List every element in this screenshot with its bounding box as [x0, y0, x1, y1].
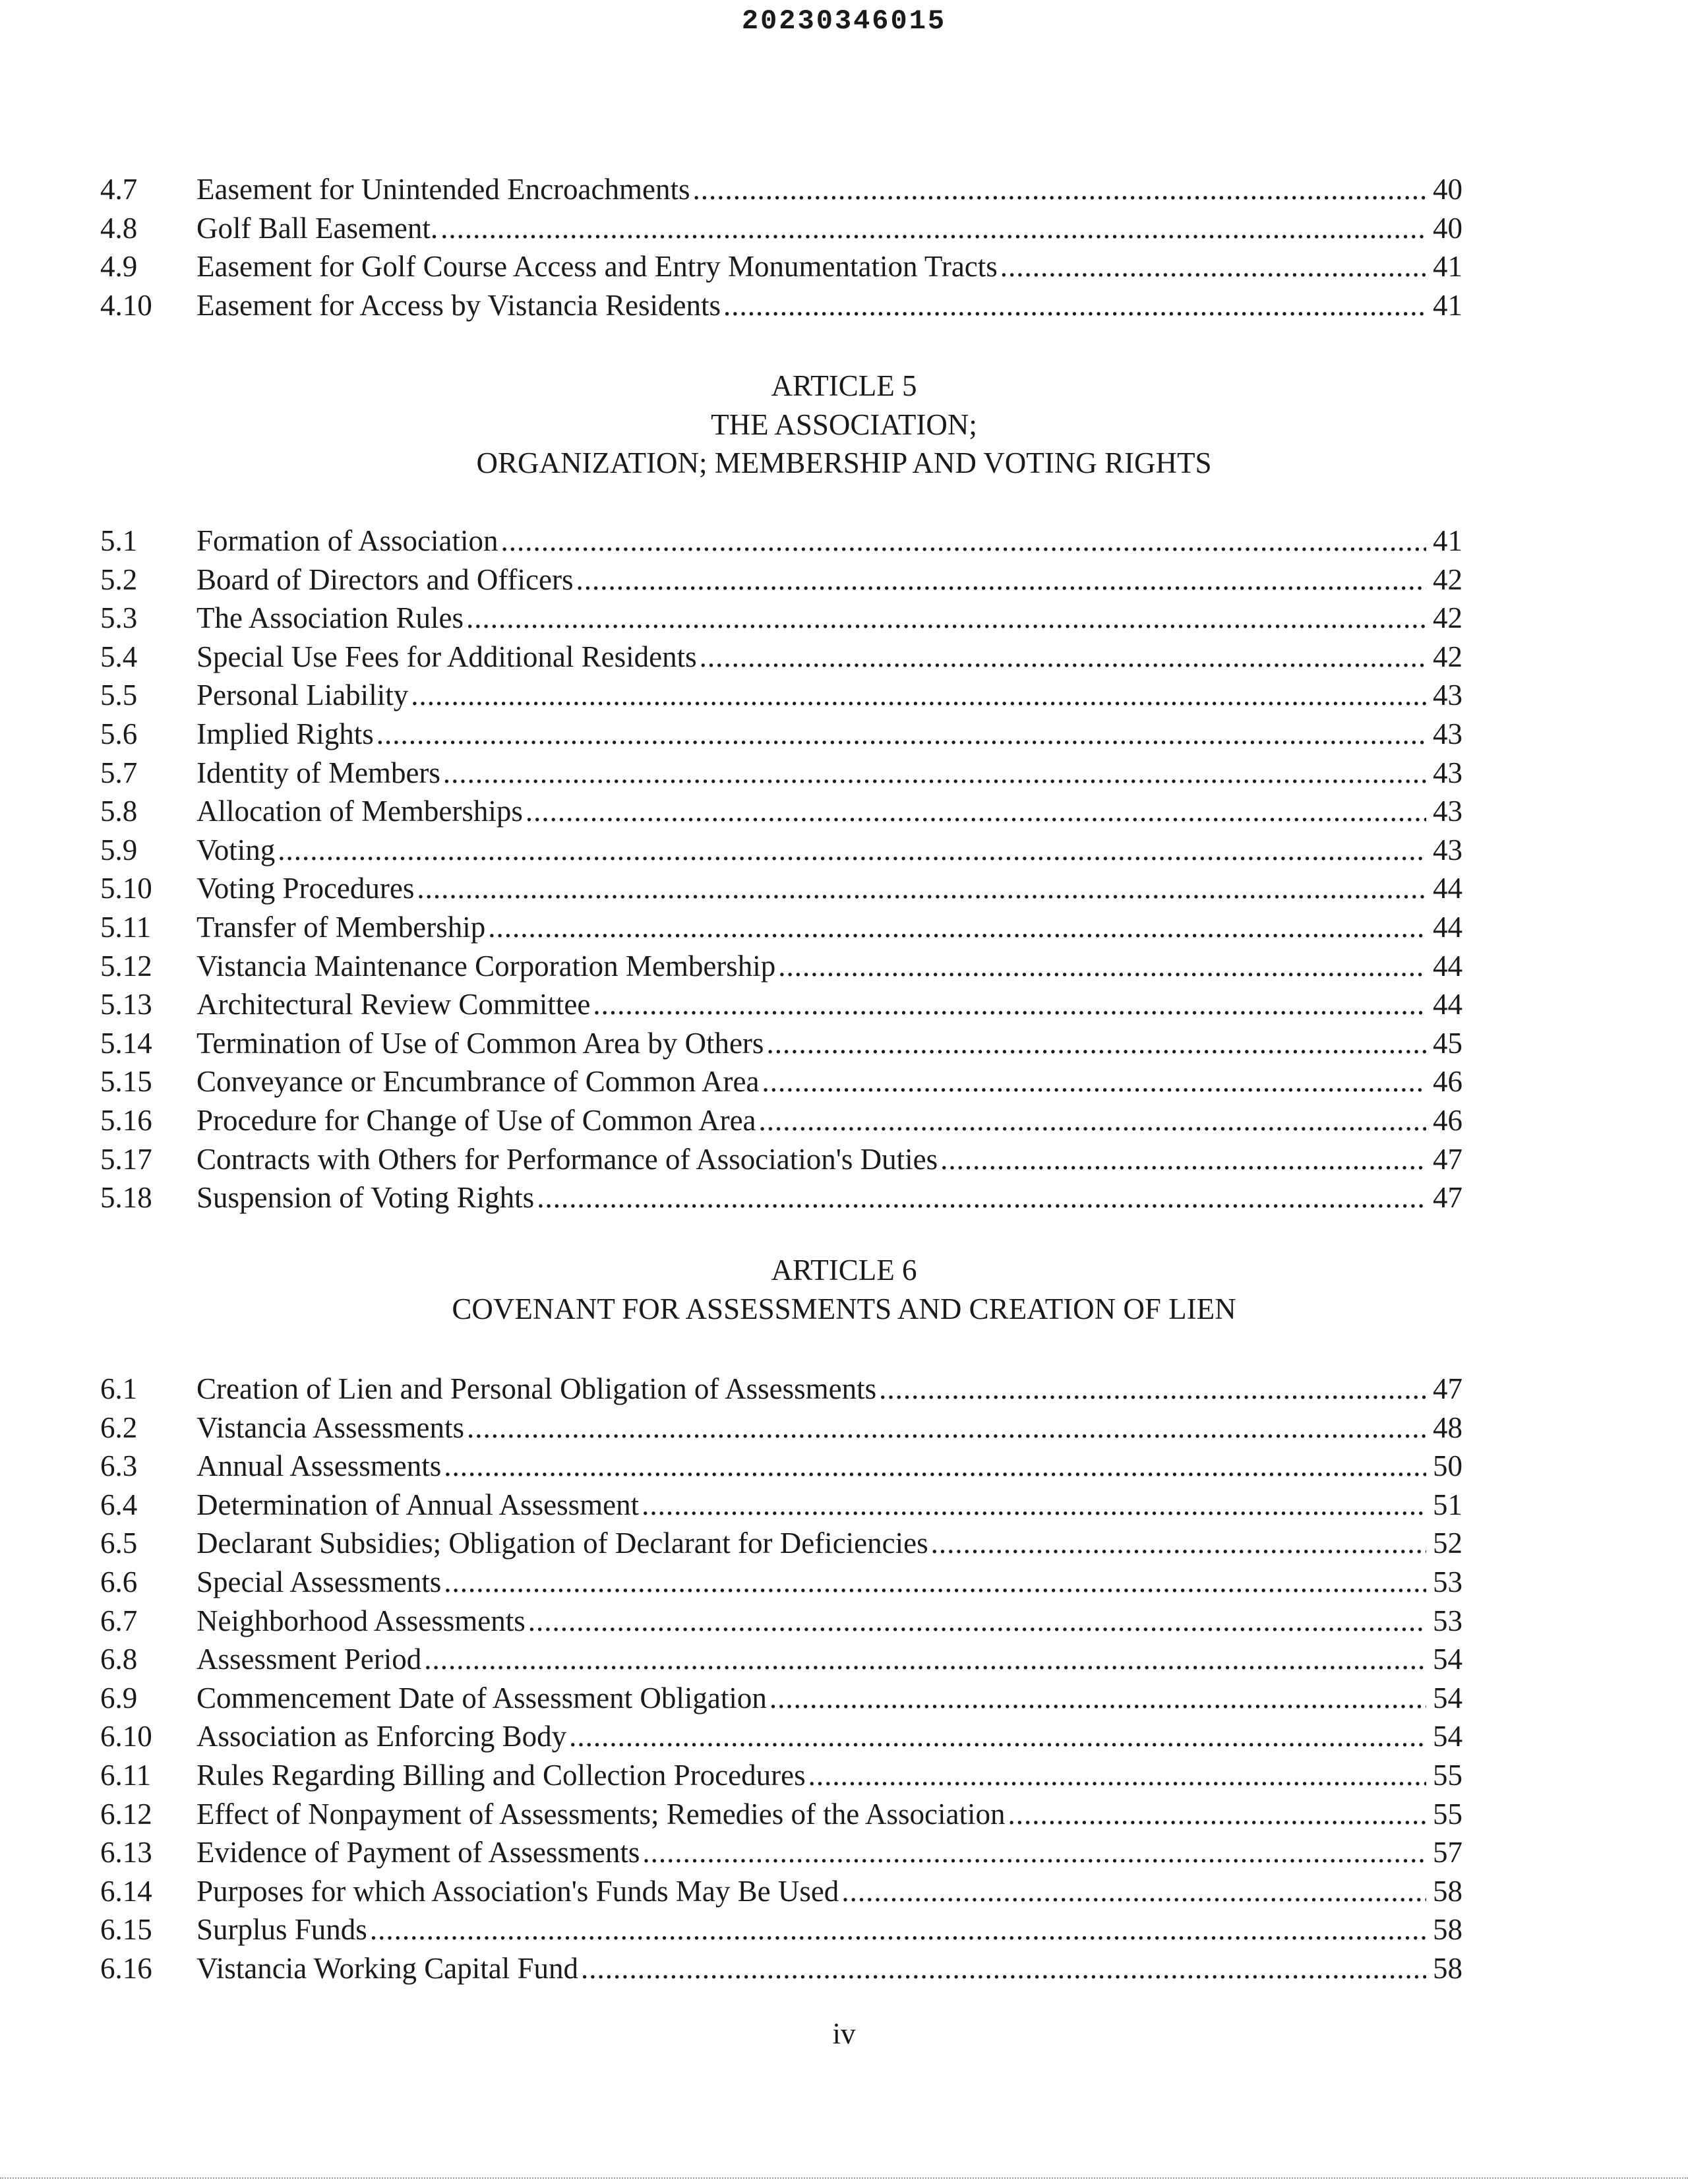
toc-entry-title: The Association Rules: [196, 601, 464, 635]
toc-entry-number: 5.5: [100, 679, 138, 712]
toc-entry-page-number: 54: [1433, 1720, 1462, 1753]
toc-entry-page-number: 41: [1433, 524, 1462, 557]
toc-entry-title: Vistancia Working Capital Fund: [196, 1951, 579, 1985]
toc-entry-number: 6.11: [100, 1758, 152, 1792]
toc-entry-title: Annual Assessments: [196, 1449, 442, 1483]
toc-entry-page-number: 57: [1433, 1836, 1462, 1869]
toc-entry-title: Vistancia Assessments: [196, 1410, 465, 1444]
toc-entry-number: 5.11: [100, 910, 152, 944]
toc-entry-page-number: 41: [1433, 288, 1462, 322]
toc-entry-page-number: 52: [1433, 1527, 1462, 1560]
toc-dot-leader: [769, 1679, 1426, 1718]
toc-section-article-4: [100, 170, 1462, 324]
article-5-subtitle: THE ASSOCIATION;: [711, 408, 977, 441]
toc-entry-title: Neighborhood Assessments: [196, 1604, 526, 1637]
toc-dot-leader: [377, 715, 1426, 754]
toc-entry-number: 6.10: [100, 1720, 152, 1753]
toc-dot-leader: [1000, 247, 1426, 286]
toc-dot-leader: [1008, 1795, 1426, 1834]
toc-entry-number: 5.7: [100, 756, 138, 789]
toc-entry-number: 5.15: [100, 1065, 152, 1099]
toc-entry-title: Purposes for which Association's Funds May Be Used: [196, 1874, 839, 1908]
toc-entry-line: [196, 170, 1462, 209]
toc-entry-page-number: 47: [1433, 1142, 1462, 1176]
toc-entry: [100, 908, 1462, 947]
toc-entry-title: Easement for Golf Course Access and Entry Monumentation Tracts: [196, 250, 998, 284]
toc-entry-number: 5.13: [100, 988, 152, 1021]
toc-entry-line: [196, 247, 1462, 286]
toc-entry-title: Declarant Subsidies; Obligation of Declarant for Deficiencies: [196, 1527, 928, 1560]
toc-entry-line: [196, 1717, 1462, 1756]
toc-entry: [100, 1679, 1462, 1718]
toc-dot-leader: [759, 1101, 1426, 1140]
toc-entry-line: [196, 792, 1462, 831]
toc-entry-line: [196, 1486, 1462, 1525]
toc-entry-number: 6.6: [100, 1565, 138, 1598]
toc-entry-number: 6.9: [100, 1681, 138, 1714]
toc-entry-line: [196, 1640, 1462, 1679]
toc-entry-title: Personal Liability: [196, 679, 409, 712]
toc-entry-page-number: 58: [1433, 1874, 1462, 1908]
toc-entry: [100, 1910, 1462, 1949]
toc-entry-number: 5.14: [100, 1026, 152, 1060]
toc-entry-title: Effect of Nonpayment of Assessments; Remedies of the Association: [196, 1797, 1006, 1831]
toc-entry-number: 4.9: [100, 250, 138, 284]
page-number: iv: [832, 2017, 856, 2050]
toc-dot-leader: [593, 985, 1426, 1024]
toc-entry-line: [196, 1024, 1462, 1063]
toc-entry-title: Suspension of Voting Rights: [196, 1181, 535, 1215]
toc-entry-line: [196, 1563, 1462, 1602]
toc-dot-leader: [440, 209, 1426, 248]
toc-dot-leader: [879, 1370, 1426, 1409]
toc-entry: [100, 599, 1462, 638]
toc-entry-title: Determination of Annual Assessment: [196, 1488, 640, 1521]
toc-dot-leader: [700, 638, 1426, 677]
toc-entry-page-number: 44: [1433, 949, 1462, 983]
toc-dot-leader: [692, 170, 1426, 209]
toc-entry: [100, 1486, 1462, 1525]
article-6-title: ARTICLE 6: [771, 1254, 917, 1287]
toc-entry-title: Easement for Unintended Encroachments: [196, 173, 690, 206]
toc-dot-leader: [841, 1872, 1426, 1911]
toc-entry-line: [196, 1756, 1462, 1795]
toc-entry-line: [196, 1833, 1462, 1872]
toc-entry-page-number: 53: [1433, 1604, 1462, 1637]
toc-entry-number: 5.4: [100, 640, 138, 673]
toc-entry-page-number: 43: [1433, 756, 1462, 789]
toc-entry-line: [196, 1062, 1462, 1101]
toc-entry-number: 5.17: [100, 1142, 152, 1176]
toc-dot-leader: [444, 1563, 1426, 1602]
toc-dot-leader: [278, 831, 1426, 870]
toc-entry-line: [196, 676, 1462, 715]
toc-dot-leader: [778, 947, 1426, 986]
toc-entry-line: [196, 1178, 1462, 1217]
toc-entry-number: 6.3: [100, 1449, 138, 1483]
article-6-heading: [0, 1251, 1688, 1328]
toc-entry-page-number: 55: [1433, 1797, 1462, 1831]
toc-entry: [100, 638, 1462, 677]
toc-entry: [100, 561, 1462, 599]
toc-section-article-5: [100, 522, 1462, 1217]
toc-entry-line: [196, 754, 1462, 793]
toc-entry: [100, 1140, 1462, 1179]
toc-dot-leader: [940, 1140, 1426, 1179]
toc-entry-number: 6.7: [100, 1604, 138, 1637]
toc-entry-number: 5.12: [100, 949, 152, 983]
toc-dot-leader: [411, 676, 1426, 715]
article-5-title: ARTICLE 5: [771, 369, 917, 402]
toc-entry-number: 5.8: [100, 795, 138, 828]
toc-entry: [100, 1062, 1462, 1101]
toc-entry-page-number: 42: [1433, 640, 1462, 673]
toc-entry-number: 6.4: [100, 1488, 138, 1521]
toc-entry-title: Architectural Review Committee: [196, 988, 591, 1021]
toc-entry-number: 5.3: [100, 601, 138, 635]
toc-entry-number: 5.18: [100, 1181, 152, 1215]
toc-entry: [100, 1795, 1462, 1834]
toc-entry: [100, 1370, 1462, 1409]
toc-entry: [100, 715, 1462, 754]
toc-entry-line: [196, 715, 1462, 754]
toc-entry-title: Assessment Period: [196, 1643, 422, 1676]
toc-entry: [100, 1602, 1462, 1641]
toc-entry-number: 4.7: [100, 173, 138, 206]
toc-entry-title: Creation of Lien and Personal Obligation of Assessments: [196, 1372, 877, 1405]
toc-entry: [100, 1563, 1462, 1602]
toc-entry: [100, 1872, 1462, 1911]
toc-entry-line: [196, 522, 1462, 561]
toc-entry-title: Implied Rights: [196, 717, 374, 750]
toc-entry: [100, 1717, 1462, 1756]
toc-entry-number: 6.12: [100, 1797, 152, 1831]
toc-entry-line: [196, 1679, 1462, 1718]
toc-entry-page-number: 43: [1433, 717, 1462, 750]
toc-entry-number: 6.2: [100, 1410, 138, 1444]
toc-entry-number: 6.1: [100, 1372, 138, 1405]
toc-entry-title: Special Use Fees for Additional Residents: [196, 640, 697, 673]
toc-entry-line: [196, 947, 1462, 986]
toc-entry-title: Surplus Funds: [196, 1913, 367, 1947]
article-5-subtitle-2: ORGANIZATION; MEMBERSHIP AND VOTING RIGHTS: [476, 446, 1212, 480]
toc-entry: [100, 1640, 1462, 1679]
toc-entry-page-number: 58: [1433, 1913, 1462, 1947]
toc-entry-title: Identity of Members: [196, 756, 440, 789]
toc-entry-line: [196, 908, 1462, 947]
toc-entry-line: [196, 1910, 1462, 1949]
toc-entry-page-number: 54: [1433, 1681, 1462, 1714]
toc-dot-leader: [467, 1409, 1426, 1447]
toc-entry-number: 5.6: [100, 717, 138, 750]
toc-entry-line: [196, 1524, 1462, 1563]
toc-entry-line: [196, 561, 1462, 599]
toc-entry-number: 5.16: [100, 1103, 152, 1137]
toc-entry-page-number: 48: [1433, 1410, 1462, 1444]
toc-dot-leader: [528, 1602, 1426, 1641]
toc-entry-page-number: 43: [1433, 679, 1462, 712]
toc-entry-title: Voting: [196, 833, 276, 866]
toc-entry-page-number: 50: [1433, 1449, 1462, 1483]
toc-entry-page-number: 47: [1433, 1181, 1462, 1215]
toc-entry-page-number: 40: [1433, 173, 1462, 206]
toc-dot-leader: [581, 1949, 1426, 1988]
toc-entry-page-number: 44: [1433, 988, 1462, 1021]
toc-dot-leader: [931, 1524, 1426, 1563]
toc-entry-title: Conveyance or Encumbrance of Common Area: [196, 1065, 760, 1099]
toc-entry-line: [196, 1602, 1462, 1641]
toc-entry: [100, 1024, 1462, 1063]
toc-entry: [100, 1524, 1462, 1563]
toc-entry-line: [196, 1795, 1462, 1834]
toc-entry-number: 6.13: [100, 1836, 152, 1869]
toc-entry-title: Vistancia Maintenance Corporation Membership: [196, 949, 776, 983]
toc-entry-page-number: 47: [1433, 1372, 1462, 1405]
toc-entry-title: Special Assessments: [196, 1565, 442, 1598]
toc-entry-line: [196, 599, 1462, 638]
toc-entry-title: Commencement Date of Assessment Obligation: [196, 1681, 767, 1714]
toc-entry-page-number: 42: [1433, 562, 1462, 596]
toc-entry: [100, 1949, 1462, 1988]
toc-entry-title: Allocation of Memberships: [196, 795, 523, 828]
toc-entry-page-number: 45: [1433, 1026, 1462, 1060]
toc-entry-line: [196, 869, 1462, 908]
toc-entry: [100, 1101, 1462, 1140]
toc-entry-title: Formation of Association: [196, 524, 498, 557]
toc-entry-title: Procedure for Change of Use of Common Area: [196, 1103, 756, 1137]
toc-entry: [100, 947, 1462, 986]
toc-entry-title: Golf Ball Easement.: [196, 211, 438, 245]
toc-entry-page-number: 53: [1433, 1565, 1462, 1598]
toc-dot-leader: [576, 561, 1426, 599]
toc-entry-page-number: 51: [1433, 1488, 1462, 1521]
toc-dot-leader: [808, 1756, 1426, 1795]
toc-dot-leader: [762, 1062, 1426, 1101]
toc-entry-title: Termination of Use of Common Area by Others: [196, 1026, 764, 1060]
toc-entry: [100, 247, 1462, 286]
toc-entry-line: [196, 831, 1462, 870]
toc-dot-leader: [526, 792, 1426, 831]
toc-entry-page-number: 43: [1433, 795, 1462, 828]
toc-entry-number: 4.10: [100, 288, 152, 322]
toc-entry: [100, 1409, 1462, 1447]
toc-entry-number: 6.8: [100, 1643, 138, 1676]
toc-entry-number: 5.9: [100, 833, 138, 866]
toc-entry-title: Board of Directors and Officers: [196, 562, 574, 596]
toc-entry: [100, 869, 1462, 908]
toc-entry-line: [196, 286, 1462, 325]
toc-dot-leader: [766, 1024, 1426, 1063]
toc-entry-title: Easement for Access by Vistancia Residents: [196, 288, 721, 322]
toc-entry-number: 5.1: [100, 524, 138, 557]
toc-entry-page-number: 41: [1433, 250, 1462, 284]
toc-entry-number: 4.8: [100, 211, 138, 245]
toc-entry-page-number: 58: [1433, 1951, 1462, 1985]
scan-bottom-edge: [0, 2177, 1688, 2179]
toc-entry-title: Evidence of Payment of Assessments: [196, 1836, 640, 1869]
toc-entry-page-number: 54: [1433, 1643, 1462, 1676]
toc-dot-leader: [424, 1640, 1426, 1679]
toc-entry-line: [196, 985, 1462, 1024]
toc-entry-line: [196, 1872, 1462, 1911]
toc-dot-leader: [443, 754, 1426, 793]
toc-entry-title: Association as Enforcing Body: [196, 1720, 567, 1753]
toc-dot-leader: [417, 869, 1426, 908]
toc-entry: [100, 792, 1462, 831]
toc-dot-leader: [444, 1447, 1426, 1486]
toc-entry-line: [196, 638, 1462, 677]
toc-entry-page-number: 46: [1433, 1103, 1462, 1137]
toc-entry-number: 6.15: [100, 1913, 152, 1947]
toc-entry: [100, 985, 1462, 1024]
toc-entry-number: 6.16: [100, 1951, 152, 1985]
toc-entry-line: [196, 1949, 1462, 1988]
toc-dot-leader: [500, 522, 1426, 561]
toc-entry-page-number: 46: [1433, 1065, 1462, 1099]
toc-dot-leader: [642, 1833, 1426, 1872]
toc-dot-leader: [466, 599, 1426, 638]
toc-entry-line: [196, 1101, 1462, 1140]
toc-entry-line: [196, 1447, 1462, 1486]
toc-entry-title: Contracts with Others for Performance of Association's Duties: [196, 1142, 938, 1176]
document-number: 20230346015: [741, 5, 947, 37]
toc-entry-line: [196, 1409, 1462, 1447]
toc-entry-page-number: 55: [1433, 1758, 1462, 1792]
toc-entry: [100, 209, 1462, 248]
toc-entry-title: Rules Regarding Billing and Collection Procedures: [196, 1758, 806, 1792]
toc-dot-leader: [488, 908, 1426, 947]
toc-entry: [100, 1756, 1462, 1795]
toc-entry: [100, 522, 1462, 561]
toc-dot-leader: [723, 286, 1426, 325]
toc-entry: [100, 1178, 1462, 1217]
toc-entry-page-number: 44: [1433, 872, 1462, 905]
toc-entry: [100, 170, 1462, 209]
toc-entry-page-number: 42: [1433, 601, 1462, 635]
toc-section-article-6: [100, 1370, 1462, 1988]
toc-entry-title: Voting Procedures: [196, 872, 415, 905]
toc-dot-leader: [370, 1910, 1426, 1949]
toc-entry-number: 6.14: [100, 1874, 152, 1908]
article-5-heading: [0, 367, 1688, 483]
toc-dot-leader: [569, 1717, 1426, 1756]
toc-entry-page-number: 40: [1433, 211, 1462, 245]
toc-entry: [100, 754, 1462, 793]
toc-dot-leader: [642, 1486, 1426, 1525]
toc-dot-leader: [537, 1178, 1426, 1217]
toc-entry-line: [196, 1370, 1462, 1409]
toc-entry-number: 6.5: [100, 1527, 138, 1560]
toc-entry-number: 5.2: [100, 562, 138, 596]
toc-entry: [100, 1447, 1462, 1486]
toc-entry-line: [196, 209, 1462, 248]
toc-entry-page-number: 43: [1433, 833, 1462, 866]
toc-entry: [100, 676, 1462, 715]
toc-entry-page-number: 44: [1433, 910, 1462, 944]
toc-entry-line: [196, 1140, 1462, 1179]
article-6-subtitle: COVENANT FOR ASSESSMENTS AND CREATION OF LIEN: [452, 1292, 1236, 1325]
toc-entry-number: 5.10: [100, 872, 152, 905]
toc-entry: [100, 831, 1462, 870]
toc-entry: [100, 286, 1462, 325]
toc-entry: [100, 1833, 1462, 1872]
toc-entry-title: Transfer of Membership: [196, 910, 486, 944]
